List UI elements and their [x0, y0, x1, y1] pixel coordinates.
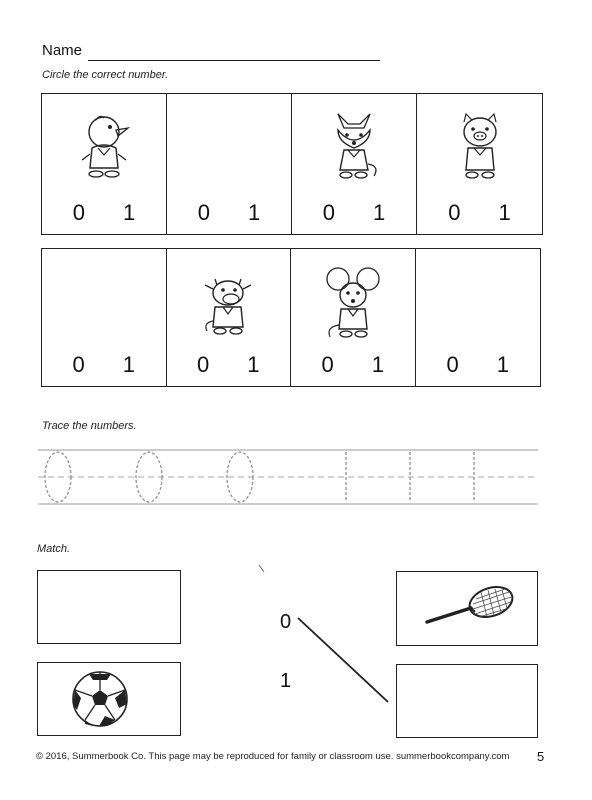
match-instruction: Match.	[37, 543, 71, 555]
number-one[interactable]: 1	[247, 352, 260, 377]
trace-guide-lines[interactable]	[38, 448, 538, 506]
number-zero[interactable]: 0	[197, 200, 210, 225]
trace-instruction: Trace the numbers.	[42, 420, 137, 432]
tennis-racket-icon	[421, 584, 521, 624]
name-label: Name	[42, 42, 83, 59]
pig-icon	[450, 108, 510, 183]
circle-row-2	[41, 248, 541, 387]
number-zero[interactable]: 0	[322, 200, 335, 225]
match-number-zero[interactable]: 0	[280, 611, 292, 633]
number-zero[interactable]: 0	[321, 352, 334, 377]
name-field-line[interactable]	[88, 60, 380, 61]
circle-cell-pig	[417, 94, 542, 234]
circle-row-1	[41, 93, 543, 235]
duck-icon	[74, 108, 134, 183]
match-box-empty-right[interactable]	[396, 664, 538, 738]
mouse-icon	[322, 265, 384, 347]
cow-icon	[197, 271, 259, 337]
match-number-one[interactable]: 1	[280, 670, 292, 692]
number-one[interactable]: 1	[248, 200, 261, 225]
soccer-ball-icon	[71, 670, 129, 728]
page-number: 5	[537, 749, 545, 764]
number-one[interactable]: 1	[373, 200, 386, 225]
fox-icon	[324, 108, 384, 183]
number-zero[interactable]: 0	[448, 200, 461, 225]
circle-instruction: Circle the correct number.	[42, 69, 169, 81]
circle-cell-empty	[167, 94, 292, 234]
number-one[interactable]: 1	[498, 200, 511, 225]
number-one[interactable]: 1	[496, 352, 509, 377]
circle-cell-empty	[42, 249, 167, 386]
number-one[interactable]: 1	[122, 352, 135, 377]
copyright-footer: © 2016, Summerbook Co. This page may be reproduced for family or classroom use. summerbookcompany.com	[36, 751, 510, 762]
match-box-tennis-racket[interactable]	[396, 571, 538, 646]
circle-cell-fox	[292, 94, 417, 234]
circle-cell-cow	[167, 249, 292, 386]
number-zero[interactable]: 0	[446, 352, 459, 377]
circle-cell-duck	[42, 94, 167, 234]
match-answer-line	[290, 612, 400, 707]
number-zero[interactable]: 0	[72, 200, 85, 225]
circle-cell-empty	[416, 249, 541, 386]
circle-cell-mouse	[291, 249, 416, 386]
number-zero[interactable]: 0	[72, 352, 85, 377]
stray-mark	[258, 564, 266, 574]
match-box-soccer-ball[interactable]	[37, 662, 181, 736]
number-one[interactable]: 1	[371, 352, 384, 377]
match-box-empty-left[interactable]	[37, 570, 181, 644]
number-zero[interactable]: 0	[197, 352, 210, 377]
number-one[interactable]: 1	[123, 200, 136, 225]
